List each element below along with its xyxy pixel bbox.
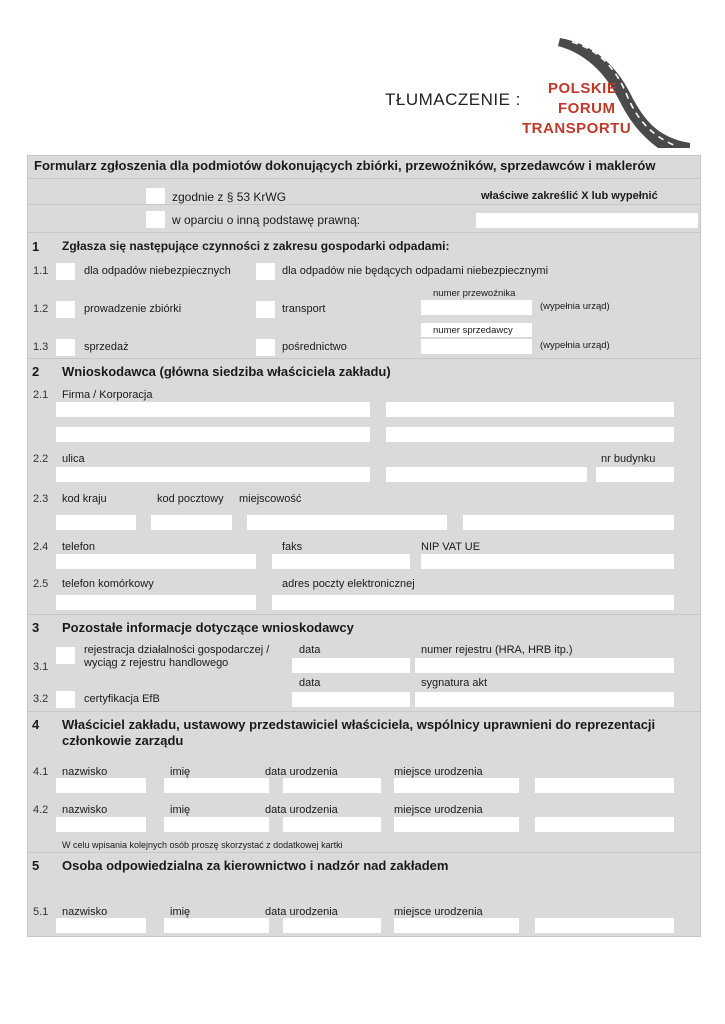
- surname-label: nazwisko: [62, 766, 108, 778]
- register-number-label: numer rejestru (HRA, HRB itp.): [421, 644, 573, 656]
- additional-persons-note: W celu wpisania kolejnych osób proszę skorzystać z dodatkowej kartki: [62, 840, 343, 850]
- row-number: 1.2: [33, 303, 49, 315]
- surname-label: nazwisko: [62, 906, 108, 918]
- birth-date-label: data urodzenia: [265, 906, 338, 918]
- company-field-4[interactable]: [386, 427, 674, 442]
- section-5-title: Osoba odpowiedzialna za kierownictwo i nadzór nad zakładem: [62, 858, 449, 873]
- collection-checkbox[interactable]: [56, 301, 75, 318]
- phone-label: telefon: [62, 541, 96, 553]
- seller-number-label: numer sprzedawcy: [433, 325, 513, 336]
- birth-place-field[interactable]: [394, 918, 519, 933]
- city-field-1[interactable]: [247, 515, 447, 530]
- fax-field[interactable]: [272, 554, 410, 569]
- company-field-1[interactable]: [56, 402, 370, 417]
- efb-certification-label: certyfikacja EfB: [84, 693, 160, 705]
- vat-field[interactable]: [421, 554, 674, 569]
- country-code-label: kod kraju: [62, 493, 107, 505]
- seller-number-field[interactable]: [421, 339, 532, 354]
- fax-label: faks: [282, 541, 303, 553]
- row-number: 5.1: [33, 906, 49, 918]
- carrier-number-label: numer przewoźnika: [433, 288, 516, 299]
- registration-date-field[interactable]: [292, 658, 410, 673]
- building-number-field[interactable]: [596, 467, 674, 482]
- brokerage-checkbox[interactable]: [256, 339, 275, 356]
- sale-label: sprzedaż: [84, 341, 129, 353]
- efb-certification-checkbox[interactable]: [56, 691, 75, 708]
- birth-place-label: miejsce urodzenia: [394, 906, 483, 918]
- extra-field[interactable]: [535, 918, 674, 933]
- logo: [520, 38, 690, 148]
- sale-checkbox[interactable]: [56, 339, 75, 356]
- nonhazardous-waste-checkbox[interactable]: [256, 263, 275, 280]
- birth-place-label: miejsce urodzenia: [394, 804, 483, 816]
- birth-place-field[interactable]: [394, 778, 519, 793]
- case-date-field[interactable]: [292, 692, 410, 707]
- logo-line-2: FORUM: [558, 100, 616, 117]
- first-name-label: imię: [170, 804, 191, 816]
- email-field[interactable]: [272, 595, 674, 610]
- transport-checkbox[interactable]: [256, 301, 275, 318]
- city-label: miejscowość: [239, 493, 302, 505]
- section-1-title: Zgłasza się następujące czynności z zakresu gospodarki odpadami:: [62, 239, 450, 253]
- first-name-field[interactable]: [164, 778, 269, 793]
- row-number: 2.1: [33, 389, 49, 401]
- section-4-number: 4: [32, 717, 40, 732]
- instruction-text: właściwe zakreślić X lub wypełnić: [481, 190, 658, 202]
- company-field-3[interactable]: [56, 427, 370, 442]
- registration-label-2: wyciąg z rejestru handlowego: [84, 657, 229, 669]
- birth-date-label: data urodzenia: [265, 804, 338, 816]
- building-number-label: nr budynku: [601, 453, 656, 465]
- street-field-1[interactable]: [56, 467, 370, 482]
- first-name-field[interactable]: [164, 817, 269, 832]
- collection-label: prowadzenie zbiórki: [84, 303, 182, 315]
- vat-label: NIP VAT UE: [421, 541, 481, 553]
- case-number-label: sygnatura akt: [421, 677, 488, 689]
- row-number: 4.1: [33, 766, 49, 778]
- postal-code-field[interactable]: [151, 515, 232, 530]
- row-number: 3.1: [33, 661, 49, 673]
- basis-other-field[interactable]: [476, 213, 698, 228]
- birth-place-label: miejsce urodzenia: [394, 766, 483, 778]
- birth-date-field[interactable]: [283, 817, 381, 832]
- birth-date-field[interactable]: [283, 918, 381, 933]
- mobile-field[interactable]: [56, 595, 256, 610]
- carrier-number-field[interactable]: [421, 300, 532, 315]
- row-number: 2.4: [33, 541, 49, 553]
- row-number: 2.5: [33, 578, 49, 590]
- nonhazardous-waste-label: dla odpadów nie będących odpadami niebezpiecznymi: [282, 265, 549, 277]
- hazardous-waste-label: dla odpadów niebezpiecznych: [84, 265, 231, 277]
- case-date-label: data: [299, 677, 321, 689]
- section-3-title: Pozostałe informacje dotyczące wnioskodawcy: [62, 620, 354, 635]
- registration-checkbox[interactable]: [56, 647, 75, 664]
- hazardous-waste-checkbox[interactable]: [56, 263, 75, 280]
- section-2-title: Wnioskodawca (główna siedziba właściciela zakładu): [62, 364, 391, 379]
- row-number: 4.2: [33, 804, 49, 816]
- first-name-label: imię: [170, 906, 191, 918]
- birth-place-field[interactable]: [394, 817, 519, 832]
- office-fills-note: (wypełnia urząd): [540, 301, 610, 312]
- country-code-field[interactable]: [56, 515, 136, 530]
- surname-field[interactable]: [56, 817, 146, 832]
- brokerage-label: pośrednictwo: [282, 341, 347, 353]
- first-name-label: imię: [170, 766, 191, 778]
- company-field-2[interactable]: [386, 402, 674, 417]
- case-number-field[interactable]: [415, 692, 674, 707]
- basis-other-checkbox[interactable]: [146, 211, 165, 228]
- birth-date-label: data urodzenia: [265, 766, 338, 778]
- first-name-field[interactable]: [164, 918, 269, 933]
- extra-field[interactable]: [535, 778, 674, 793]
- form-title: Formularz zgłoszenia dla podmiotów dokonujących zbiórki, przewoźników, sprzedawców i maklerów: [34, 158, 656, 173]
- office-fills-note: (wypełnia urząd): [540, 340, 610, 351]
- translation-title: TŁUMACZENIE :: [385, 90, 521, 109]
- birth-date-field[interactable]: [283, 778, 381, 793]
- logo-line-3: TRANSPORTU: [522, 120, 632, 137]
- surname-label: nazwisko: [62, 804, 108, 816]
- transport-label: transport: [282, 303, 326, 315]
- basis-krwg-label: zgodnie z § 53 KrWG: [172, 190, 287, 204]
- row-number: 3.2: [33, 693, 49, 705]
- section-1-number: 1: [32, 239, 40, 254]
- registration-date-label: data: [299, 644, 321, 656]
- basis-krwg-checkbox[interactable]: [146, 188, 165, 205]
- company-label: Firma / Korporacja: [62, 389, 153, 401]
- section-4-title-1: Właściciel zakładu, ustawowy przedstawiciel właściciela, wspólnicy uprawnieni do reprezentacji: [62, 717, 656, 732]
- surname-field[interactable]: [56, 778, 146, 793]
- street-label: ulica: [62, 453, 85, 465]
- row-number: 1.1: [33, 265, 49, 277]
- registration-label-1: rejestracja działalności gospodarczej /: [84, 644, 270, 656]
- email-label: adres poczty elektronicznej: [282, 578, 415, 590]
- logo-line-1: POLSKIE: [548, 80, 618, 97]
- section-4-title-2: członkowie zarządu: [62, 733, 184, 748]
- row-number: 2.2: [33, 453, 49, 465]
- register-number-field[interactable]: [415, 658, 674, 673]
- section-5-number: 5: [32, 858, 40, 873]
- section-3-number: 3: [32, 620, 40, 635]
- phone-field[interactable]: [56, 554, 256, 569]
- section-2-number: 2: [32, 364, 40, 379]
- mobile-label: telefon komórkowy: [62, 578, 154, 590]
- postal-code-label: kod pocztowy: [157, 493, 224, 505]
- basis-other-label: w oparciu o inną podstawę prawną:: [172, 213, 361, 227]
- city-field-2[interactable]: [463, 515, 674, 530]
- surname-field[interactable]: [56, 918, 146, 933]
- street-field-2[interactable]: [386, 467, 587, 482]
- row-number: 1.3: [33, 341, 49, 353]
- row-number: 2.3: [33, 493, 49, 505]
- extra-field[interactable]: [535, 817, 674, 832]
